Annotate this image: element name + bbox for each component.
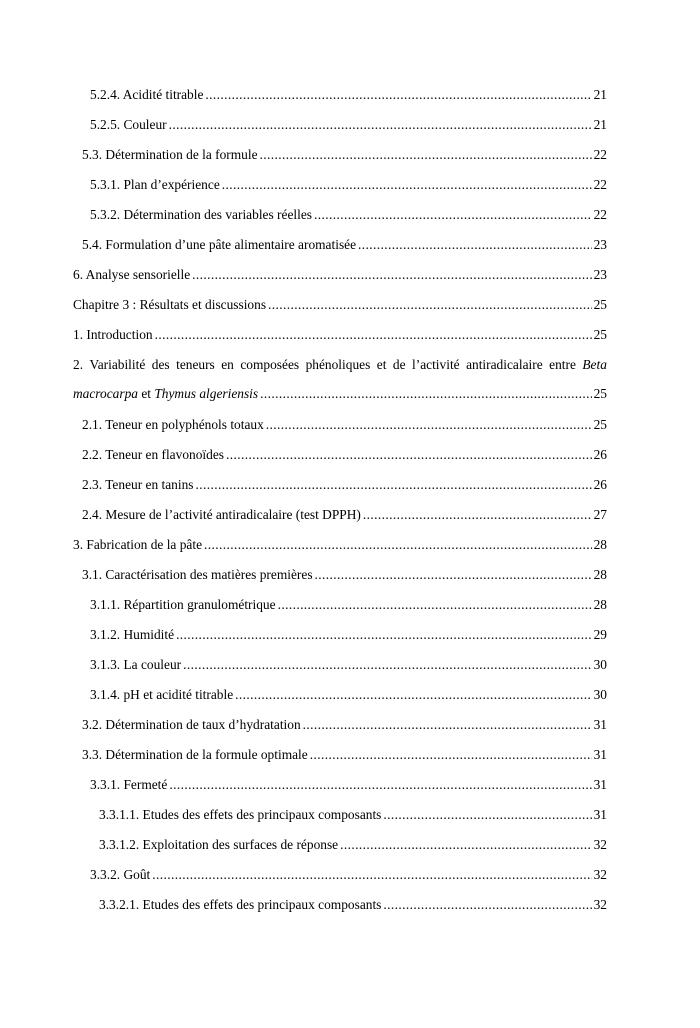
toc-entry[interactable] [73,115,607,145]
toc-entry-title: 3.1.2. Humidité [90,627,175,642]
toc-entry-page: 22 [593,177,607,192]
dot-leader [310,747,592,763]
toc-entry-title: 3.3.1.1. Etudes des effets des principaux composants [99,807,382,822]
dot-leader [358,237,592,253]
toc-entry-page: 30 [593,657,607,672]
title-italic: Thymus algeriensis [154,386,259,401]
toc-entry-title: 3.3.1. Fermeté [90,777,168,792]
dot-leader [383,897,591,913]
dot-leader [192,267,591,283]
toc-entry[interactable] [73,715,607,745]
toc-entry-title: 2.1. Teneur en polyphénols totaux [82,417,264,432]
title-plain: et [137,386,155,401]
title-word: teneurs [176,357,215,372]
dot-leader [226,447,592,463]
title-word: l’activité [412,357,460,372]
toc-entry-title: 6. Analyse sensorielle [73,267,191,282]
title-word: entre [549,357,576,372]
toc-entry-title: 3.3.1.2. Exploitation des surfaces de réponse [99,837,339,852]
toc-entry-title: 2.3. Teneur en tanins [82,477,194,492]
toc-entry-page: 32 [593,837,607,852]
title-word: Variabilité [89,357,146,372]
toc-entry-title: 3.1.4. pH et acidité titrable [90,687,234,702]
toc-entry[interactable] [73,175,607,205]
toc-entry-title: 3.3.2. Goût [90,867,151,882]
toc-entry-title: 3.3. Détermination de la formule optimale [82,747,308,762]
dot-leader [222,177,592,193]
toc-entry-page: 28 [593,567,607,582]
dot-leader [196,477,592,493]
toc-entry-title: 3.1.3. La couleur [90,657,182,672]
dot-leader [155,327,592,343]
toc-entry[interactable] [73,895,607,925]
dot-leader [169,777,591,793]
toc-entry-page: 27 [593,507,607,522]
dot-leader [235,687,591,703]
dot-leader [152,867,591,883]
toc-entry-page: 23 [593,237,607,252]
toc-entry-page: 21 [593,87,607,102]
toc-entry-page: 31 [593,747,607,762]
toc-entry-page: 31 [593,807,607,822]
toc-entry[interactable] [73,145,607,175]
toc-entry[interactable] [73,415,607,445]
toc-entry-page: 31 [593,777,607,792]
toc-entry-title: 2.4. Mesure de l’activité antiradicalaire (test DPPH) [82,507,361,522]
toc-entry[interactable] [73,85,607,115]
toc-entry[interactable] [73,325,607,355]
dot-leader [278,597,592,613]
toc-entry[interactable] [73,625,607,655]
dot-leader [260,386,592,402]
toc-entry-page: 25 [593,327,607,342]
toc-entry-title: 5.4. Formulation d’une pâte alimentaire aromatisée [82,237,357,252]
toc-entry-page: 28 [593,537,607,552]
toc-entry-title: 5.2.4. Acidité titrable [90,87,204,102]
toc-entry-page: 22 [593,147,607,162]
toc-entry-title: 5.3.2. Détermination des variables réelles [90,207,312,222]
toc-entry-title: 1. Introduction [73,327,153,342]
toc-entry-page: 22 [593,207,607,222]
toc-entry[interactable] [73,595,607,625]
toc-entry-title-line1 [73,357,607,377]
toc-entry[interactable] [73,445,607,475]
toc-entry-page: 25 [593,417,607,432]
toc-entry-title: 5.2.5. Couleur [90,117,167,132]
toc-entry-title: 3.1. Caractérisation des matières premières [82,567,313,582]
toc-entry-page: 32 [593,897,607,912]
toc-entry-page: 31 [593,717,607,732]
toc-entry[interactable] [73,295,607,325]
title-word: phénoliques [305,357,371,372]
toc-entry-title: 3.2. Détermination de taux d’hydratation [82,717,301,732]
toc-entry[interactable] [73,355,607,415]
title-word-italic: Beta [582,357,607,372]
toc-entry[interactable] [73,775,607,805]
title-word: composées [240,357,300,372]
toc-entry-page: 29 [593,627,607,642]
toc-entry[interactable] [73,505,607,535]
toc-entry[interactable] [73,655,607,685]
toc-entry-title: 5.3. Détermination de la formule [82,147,258,162]
dot-leader [169,117,592,133]
toc-entry[interactable] [73,865,607,895]
toc-entry-page: 25 [593,386,607,401]
toc-entry[interactable] [73,475,607,505]
dot-leader [205,87,591,103]
dot-leader [383,807,591,823]
dot-leader [268,297,592,313]
title-word: 2. [73,357,84,372]
toc-entry-page: 23 [593,267,607,282]
toc-entry[interactable] [73,835,607,865]
dot-leader [303,717,592,733]
toc-entry-page: 25 [593,297,607,312]
toc-entry-title: 2.2. Teneur en flavonoïdes [82,447,224,462]
toc-entry-title: 3.1.1. Répartition granulométrique [90,597,276,612]
title-word: antiradicalaire [466,357,543,372]
dot-leader [183,657,592,673]
toc-entry-page: 28 [593,597,607,612]
title-word: et [376,357,387,372]
toc-entry[interactable] [73,685,607,715]
title-word: des [151,357,170,372]
toc-entry[interactable] [73,235,607,265]
toc-entry[interactable] [73,565,607,595]
toc-entry-page: 21 [593,117,607,132]
toc-entry[interactable] [73,805,607,835]
dot-leader [315,567,592,583]
toc-entry-title: 3. Fabrication de la pâte [73,537,203,552]
toc-entry-page: 26 [593,477,607,492]
table-of-contents [73,85,607,925]
toc-entry-title: 3.3.2.1. Etudes des effets des principaux composants [99,897,382,912]
toc-entry-page: 32 [593,867,607,882]
dot-leader [363,507,592,523]
toc-entry[interactable] [73,205,607,235]
toc-entry[interactable] [73,745,607,775]
dot-leader [314,207,592,223]
toc-entry[interactable] [73,265,607,295]
dot-leader [204,537,592,553]
dot-leader [176,627,592,643]
toc-entry-title-line2 [73,386,258,402]
dot-leader [260,147,592,163]
title-word: en [221,357,234,372]
toc-entry-title: 5.3.1. Plan d’expérience [90,177,220,192]
title-word: de [392,357,406,372]
toc-entry-page: 26 [593,447,607,462]
toc-entry-page: 30 [593,687,607,702]
dot-leader [266,417,592,433]
toc-entry-title: Chapitre 3 : Résultats et discussions [73,297,267,312]
title-italic: macrocarpa [73,386,138,401]
toc-entry[interactable] [73,535,607,565]
dot-leader [340,837,592,853]
